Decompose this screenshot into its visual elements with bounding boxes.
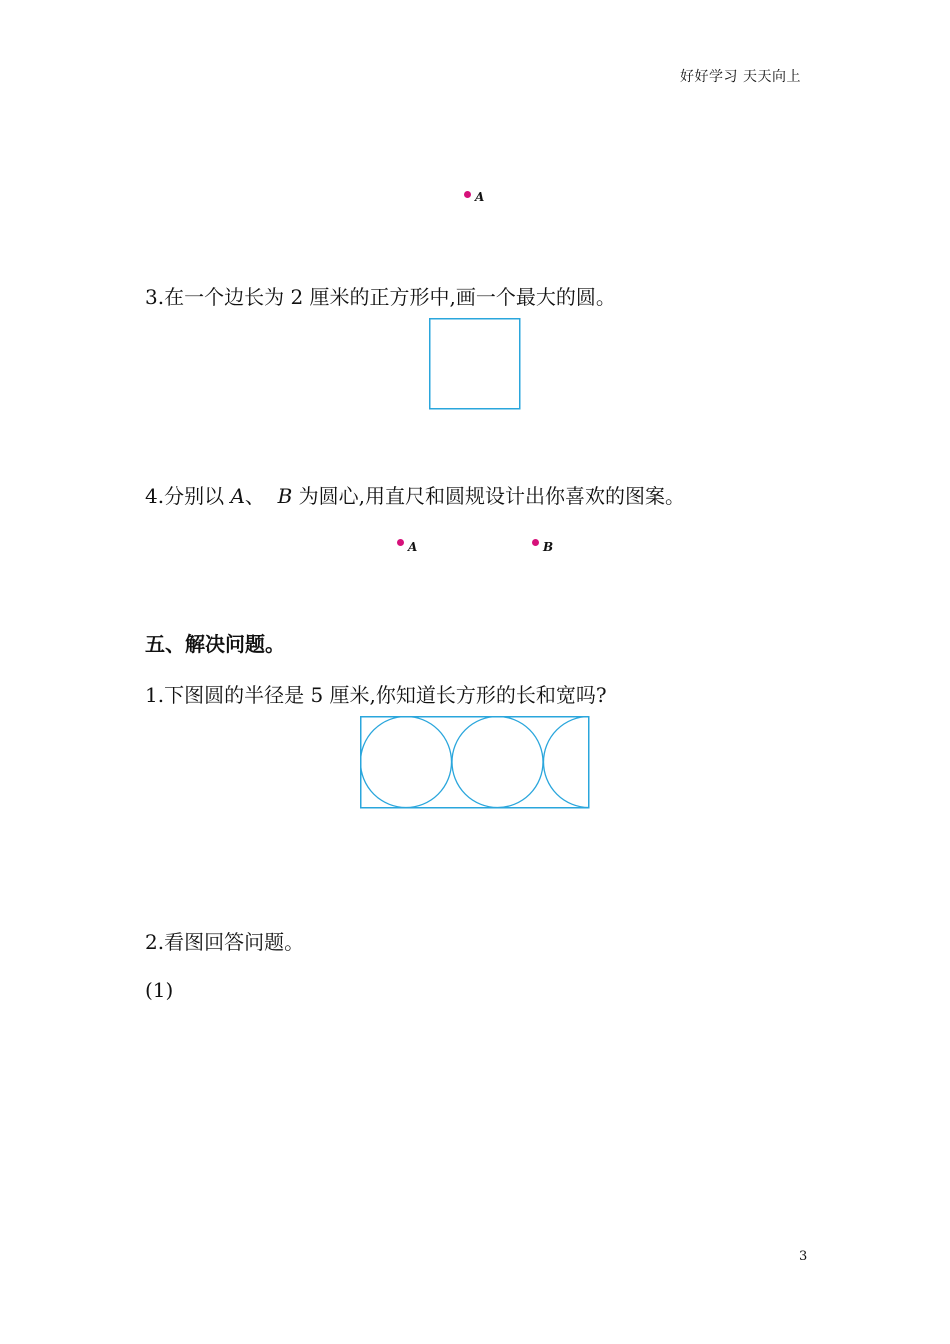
circle-1 [361,717,452,808]
rectangle-circles-figure [360,716,590,810]
problem-1: 1.下图圆的半径是 5 厘米,你知道长方形的长和宽吗? [145,683,607,707]
page-number: 3 [799,1249,808,1264]
square-figure [429,318,521,410]
point-a2-label: A [408,540,418,554]
square-outline [430,319,520,409]
point-b-label: B [543,540,554,554]
question-4-suffix: 为圆心,用直尺和圆规设计出你喜欢的图案。 [292,484,686,508]
point-a-marker [464,191,471,198]
question-4 [145,480,685,509]
section-5-title: 五、解决问题。 [145,632,285,656]
point-b-marker [532,539,539,546]
rectangle-outline [361,717,589,808]
question-4-separator: 、 [244,484,278,508]
point-a2-marker [397,539,404,546]
circle-2 [452,717,543,808]
question-4-var-b: B [277,484,293,508]
page-header: 好好学习 天天向上 [680,69,801,85]
question-4-prefix: 4.分别以 [145,484,231,508]
problem-2: 2.看图回答问题。 [145,930,305,954]
point-a-label: A [475,190,485,204]
problem-2-sub-1: (1) [145,978,174,1002]
question-4-var-a: A [230,484,245,508]
question-3: 3.在一个边长为 2 厘米的正方形中,画一个最大的圆。 [145,285,616,309]
